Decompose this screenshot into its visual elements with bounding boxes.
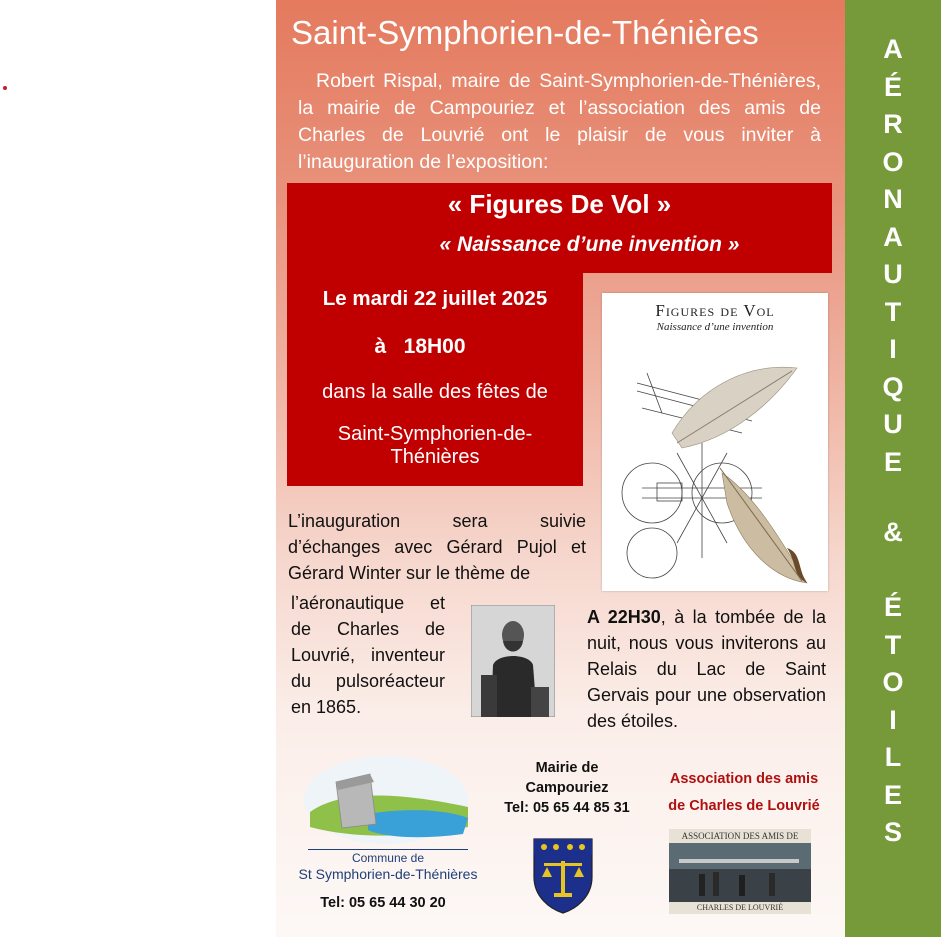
coat-of-arms-icon [532,837,594,915]
sidebar-letter: S [883,817,902,847]
association-name-line2: de Charles de Louvrié [668,798,820,814]
charles-de-louvrie-portrait [471,605,555,717]
red-dot-mark [3,86,7,90]
book-cover-image [602,293,828,591]
sidebar-letter: L [884,742,902,772]
stargazing-text [587,604,826,734]
feather-drawing-illustration [602,343,828,588]
inauguration-text: L’inauguration sera suivie d’échanges avec Gérard Pujol et Gérard Winter sur le thème de [288,511,586,583]
exhibition-banner [287,183,832,273]
association-name [656,766,832,820]
sidebar-letter: A [883,34,903,64]
sidebar-letter: É [883,592,902,622]
sidebar-letter: T [884,629,902,660]
page-title: Saint-Symphorien-de-Thénières [291,14,759,51]
association-logo-image [669,829,811,914]
sidebar-letter: I [889,704,897,735]
sidebar-letter: N [883,184,903,214]
commune-logo [298,752,478,847]
sidebar-letter: E [883,446,902,477]
stargazing-description: , à la tombée de la nuit, nous vous inviterons au Relais du Lac de Saint Gervais pour une observation des étoiles. [587,607,826,731]
sidebar-banner [845,0,941,937]
mairie-contact [497,758,637,818]
sidebar-letter: O [882,146,904,177]
sidebar-word-etoiles [845,589,941,852]
commune-label-line1: Commune de [351,851,425,865]
mairie-phone: Tel: 05 65 44 85 31 [504,800,630,816]
event-date: Le mardi 22 juillet 2025 [322,287,548,310]
exhibition-subtitle: « Naissance d’une invention » [439,233,740,256]
book-subtitle: Naissance d’une invention [656,321,774,333]
aeronautics-text: l’aéronautique et de Charles de Louvrié, inventeur du pulsoréacteur en 1865. [291,593,445,717]
intro-text: Robert Rispal, maire de Saint-Symphorien-de-Thénières, la mairie de Campouriez et l’association des amis de Charles de Louvrié ont le plaisir de vous inviter à l’inauguration de l’exposition: [298,70,821,173]
event-details-box [287,273,583,486]
event-place: dans la salle des fêtes de [322,381,548,403]
commune-phone: Tel: 05 65 44 30 20 [320,895,446,911]
commune-label [298,849,478,882]
sidebar-letter: T [884,296,902,327]
sidebar-letter: A [883,221,903,252]
event-time: à 18H00 [374,335,466,358]
commune-label-line2: St Symphorien-de-Thénières [298,866,478,882]
association-name-line1: Association des amis [669,771,819,787]
sidebar-word-aeronautique [845,31,941,481]
sidebar-ampersand: & [883,517,903,547]
sidebar-letter: U [883,409,903,439]
sidebar-letter: Q [882,371,904,402]
sidebar-letter: O [882,667,904,697]
association-logo-bottom-text: CHARLES DE LOUVRIÉ [669,902,811,914]
book-title: Figures de Vol [655,301,775,320]
stargazing-time: A 22H30 [587,607,661,627]
sidebar-letter: I [889,334,897,364]
event-town: Saint-Symphorien-de-Thénières [337,423,533,468]
sidebar-letter: É [883,71,902,102]
mairie-name-line2: Campouriez [525,780,609,796]
association-logo-top-text: ASSOCIATION DES AMIS DE [669,829,811,843]
sidebar-letter: R [883,109,903,139]
mairie-name-line1: Mairie de [535,760,599,776]
exhibition-title: « Figures De Vol » [447,189,672,219]
sidebar-letter: U [883,259,903,289]
sidebar-letter: E [883,779,902,810]
